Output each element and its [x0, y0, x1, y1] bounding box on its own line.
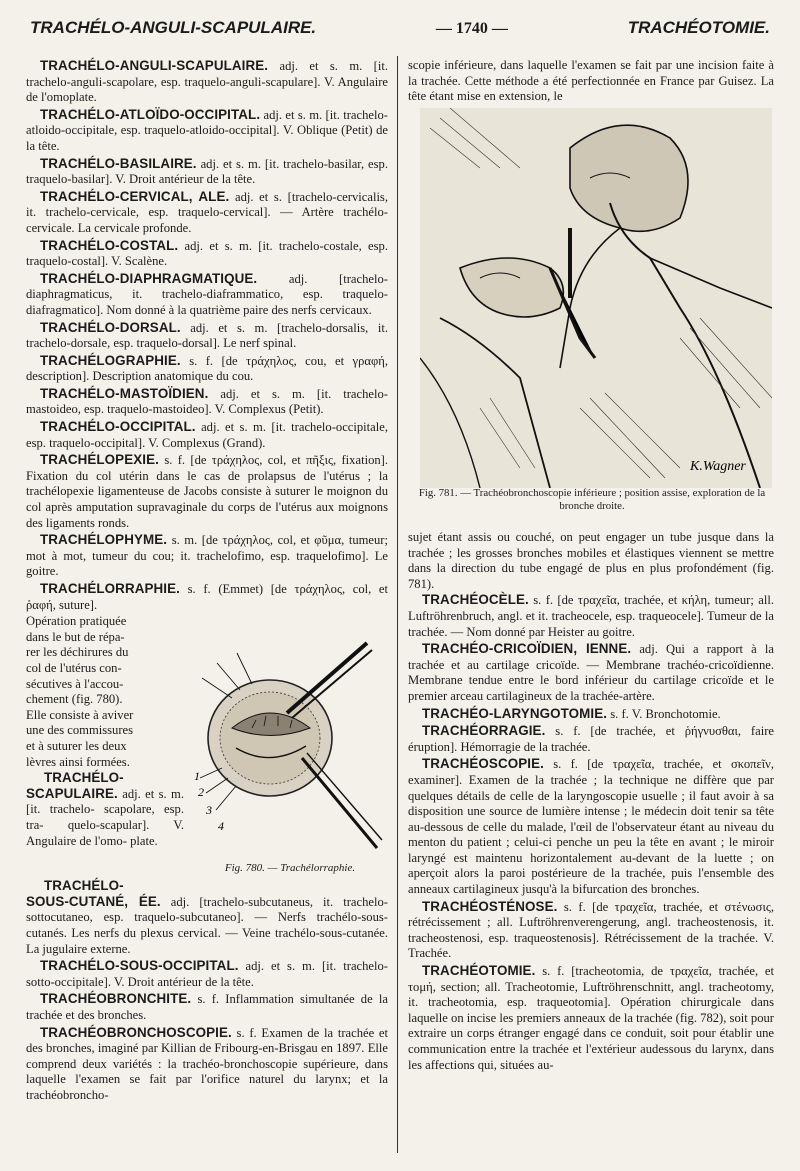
dictionary-entry	[26, 419, 388, 451]
dictionary-entry	[26, 532, 388, 580]
fig-780-label-4: 4	[218, 819, 224, 834]
dictionary-entry	[408, 963, 774, 1073]
text-line: chement (fig. 780).	[26, 692, 123, 707]
fig-780-label-1: 1	[194, 769, 200, 784]
dictionary-entry	[26, 386, 388, 418]
dictionary-entry	[26, 238, 388, 270]
text-line: dans le but de répa-	[26, 629, 125, 644]
entry-text: s. f. [de τραχεῖα, trachée, et κήλη, tumeur; all. Luftröhrenbruch, angl. et it. tracheocele, esp. traqueocele]. Tumeur de la trachée. — Nom donné par Heister au goitre.	[408, 593, 774, 639]
headword: TRACHÉOBRONCHITE.	[40, 991, 192, 1007]
text-line: plate.	[130, 833, 158, 848]
text-line: Angulaire de l'omo-	[26, 833, 127, 848]
right-column-top	[408, 58, 774, 105]
entry-text: s. f. V. Bronchotomie.	[610, 706, 721, 721]
entry-text: adj. [trachelo-diaphragmaticus, it. trachelo-diaframmatico, esp. traquelo-diafragmatico]. Nom donné à la quatrième paire des nerfs cervicaux.	[26, 271, 388, 317]
page-number: — 1740 —	[435, 20, 508, 37]
dictionary-entry	[408, 641, 774, 704]
entry-text: adj. et s. [trachelo-cervicalis, it. trachelo-cervicale, esp. traquelo-cervical]. — Artère trachélo-cervicale. La cervicale profonde.	[26, 189, 388, 235]
dictionary-entry	[26, 1025, 388, 1104]
running-header	[30, 18, 770, 44]
entry-text: adj. [trachelo-subcutaneus, it. trachelo-sottocutaneo, esp. traquelo-subcutaneo]. — Nerfs trachélo-sous-cutanés. Les nerfs du plexus cervical. — Veine trachélo-sous-cutanée. La jugulaire externe.	[26, 894, 388, 956]
dictionary-entry	[408, 592, 774, 640]
dictionary-entry	[408, 756, 774, 897]
text-line: adj.	[122, 786, 141, 801]
trachelorraphy-illustration	[192, 618, 388, 876]
header-right-word: TRACHÉOTOMIE.	[627, 18, 770, 37]
entry-text: adj. Qui a rapport à la trachée et au cartilage cricoïde. — Membrane trachéo-cricoïdienne. Membrane tendue entre le bord inférieur du cartilage cricoïde et le premier arceau cartilagineux de la trachée-artère.	[408, 642, 774, 703]
column-divider	[397, 56, 398, 1153]
entry-text: s. f. [de τράχηλος, col, et πῆξις, fixation]. Fixation du col utérin dans le cas de prolapsus de l'utérus ; la trachélopexie ligamenteuse de Jacobs consiste à suturer le moignon du col après amputation supravaginale du corps de l'utérus aux moignons des ligaments ronds.	[26, 453, 388, 530]
entry-text: adj. et s. m. [it. trachelo-anguli-scapolare, esp. traquelo-anguli-scapulare]. V. Angulaire de l'omoplate.	[26, 59, 388, 105]
left-column	[26, 58, 388, 1105]
entry-text: s. f. Examen de la trachée et des bronches, imaginé par Killian de Fribourg-en-Brisgau en 1897. Elle comprend deux variétés : la trachéo-bronchoscopie supérieure, dans laquelle l'examen se fait par l'orifice naturel du larynx; et la trachéobroncho-	[26, 1025, 388, 1102]
headword: TRACHÉOBRONCHOSCOPIE.	[40, 1024, 232, 1040]
headword-part-2: SOUS-CUTANÉ, ÉE.	[26, 893, 161, 909]
entry-text: s. f. [de trachée, et ῥήγνυσθαι, faire éruption]. Hémorragie de la trachée.	[408, 724, 774, 754]
right-column-bottom	[408, 530, 774, 1074]
dictionary-entry	[26, 58, 388, 106]
entry-text: adj. et s. m. [it. trachelo-sotto-occipitale]. V. Droit antérieur de la tête.	[26, 959, 388, 989]
headword: TRACHÉLO-COSTAL.	[40, 237, 179, 253]
dictionary-entry	[26, 156, 388, 188]
text-line: et à suturer les deux	[26, 738, 127, 753]
entry-text: s. m. [de τράχηλος, col, et φῦμα, tumeur; mot à mot, tumeur du cou; it. trachelofimo, esp. traquelofimo]. Le goitre.	[26, 533, 388, 579]
text-line: lèvres ainsi formées.	[26, 754, 130, 769]
headword: TRACHÉOSCOPIE.	[422, 756, 544, 772]
left-entries-list	[26, 58, 388, 580]
dictionary-entry	[26, 958, 388, 990]
dictionary-entry	[26, 107, 388, 155]
entry-lead: s. f. (Emmet) [de τράχηλος, col, et ῥαφή, suture].	[26, 582, 389, 612]
dictionary-entry	[26, 189, 388, 237]
entry-text: s. f. Inflammation simultanée de la trachée et des bronches.	[26, 992, 388, 1022]
entry-trachelorraphie	[26, 581, 388, 613]
text-line: rer les déchirures du	[26, 645, 129, 660]
headword: TRACHÉOTOMIE.	[422, 963, 536, 979]
entry-text: adj. et s. m. [it. trachelo-costale, esp. traquelo-costal]. V. Scalène.	[26, 238, 388, 269]
text-line: sécutives à l'accou-	[26, 676, 124, 691]
text-line: quelo-scapular]. V.	[67, 817, 184, 832]
text-line: scapolare, esp. tra-	[26, 802, 184, 832]
headword: TRACHÉLO-OCCIPITAL.	[40, 419, 196, 435]
entry-trachelo-sous-cutane	[26, 878, 388, 957]
headword: TRACHÉLO-DORSAL.	[40, 319, 181, 335]
headword: TRACHÉLO-DIAPHRAGMATIQUE.	[40, 270, 258, 286]
headword: TRACHÉO-CRICOÏDIEN, IENNE.	[422, 641, 632, 657]
text-line: Elle consiste à aviver	[26, 707, 134, 722]
left-tail-list	[26, 958, 388, 1103]
entry-text: s. f. [de τράχηλος, cou, et γραφή, description]. Description anatomique du cou.	[26, 353, 388, 384]
headword: TRACHÉO-LARYNGOTOMIE.	[422, 705, 608, 721]
entry-text: adj. et s. m. [trachelo-dorsalis, it. trachelo-dorsale, esp. traquelo-dorsal]. Le nerf spinal.	[26, 320, 388, 351]
dictionary-entry	[408, 899, 774, 962]
headword: TRACHÉLO-ANGULI-SCAPULAIRE.	[40, 58, 269, 73]
dictionary-entry	[26, 452, 388, 531]
entry-text: adj. et s. m. [it. trachelo-occipitale, esp. traquelo-occipital]. V. Complexus (Grand).	[26, 420, 389, 450]
fig-780-label-2: 2	[198, 785, 204, 800]
artist-signature: K.Wagner	[690, 459, 746, 474]
headword-part-1: TRACHÉLO-	[44, 878, 124, 894]
entry-text: adj. et s. m. [it. trachelo-mastoideo, esp. traquelo-mastoideo]. V. Complexus (Petit).	[26, 386, 388, 417]
headword: TRACHÉORRAGIE.	[422, 723, 546, 739]
right-entries-list	[408, 592, 774, 1073]
headword: TRACHÉLO-SOUS-OCCIPITAL.	[40, 958, 239, 974]
text-line: et s. m. [it. trachelo-	[26, 786, 184, 817]
headword: TRACHÉLO-BASILAIRE.	[40, 155, 197, 171]
headword: TRACHÉLOGRAPHIE.	[40, 352, 181, 368]
dictionary-entry	[26, 353, 388, 385]
headword-part-2: SCAPULAIRE.	[26, 785, 118, 801]
figure-781-illustration	[420, 108, 772, 488]
continued-text-2: sujet étant assis ou couché, on peut engager un tube jusque dans la trachée ; les grosses bronches mobiles et élastiques viennent se mettre dans la direction du tube engagé de plus en plus profondément (fig. 781).	[408, 530, 774, 591]
headword: TRACHÉLO-CERVICAL, ALE.	[40, 188, 230, 204]
figure-780-caption: Fig. 780. — Trachélorraphie.	[224, 861, 356, 874]
headword-part-1: TRACHÉLO-	[44, 770, 124, 786]
dictionary-entry	[26, 991, 388, 1023]
continued-text: scopie inférieure, dans laquelle l'examen se fait par une incision faite à la trachée. Cette méthode a été perfectionnée en France par Guisez. La tête étant mise en extension, le	[408, 58, 774, 104]
headword: TRACHÉOCÈLE.	[422, 592, 529, 608]
figure-781-caption: Fig. 781. — Trachéobronchoscopie inférieure ; position assise, exploration de la bronche droite.	[418, 487, 766, 512]
figure-780	[192, 618, 388, 876]
headword: TRACHÉLO-MASTOÏDIEN.	[40, 385, 209, 401]
header-left-word: TRACHÉLO-ANGULI-SCAPULAIRE.	[30, 18, 317, 37]
text-line: col de l'utérus con-	[26, 660, 122, 675]
headword: TRACHÉOSTÉNOSE.	[422, 898, 558, 914]
headword: TRACHÉLOPHYME.	[40, 532, 168, 548]
fig-780-label-3: 3	[206, 803, 212, 818]
entry-text: adj. et s. m. [it. trachelo-basilar, esp. traquelo-basilar]. V. Droit antérieur de la tête.	[26, 156, 388, 187]
entry-text: s. f. [de τραχεῖα, trachée, et στένωσις, rétrécissement ; all. Luftröhrenverengerung, angl. tracheostenosis, it. tracheostenosi, esp. traqueostenosis]. Rétrécissement de la trachée. V. Trachée.	[408, 899, 774, 961]
entry-text: adj. et s. m. [it. trachelo-atloido-occipitale, esp. traquelo-atloido-occipital]. V. Oblique (Petit) de la tête.	[26, 107, 388, 153]
dictionary-entry	[26, 320, 388, 352]
text-line: Opération pratiquée	[26, 614, 127, 629]
dictionary-entry	[408, 723, 774, 755]
headword: TRACHÉLORRAPHIE.	[40, 581, 180, 596]
entry-text: s. f. [de τραχεῖα, trachée, et σκοπεῖν, examiner]. Examen de la trachée ; la technique ne diffère que par quelques détails de celle de la laryngoscopie usuelle ; il faut avoir à sa disposition une source de lumière intense ; le médecin doit tenir sa tête au-dessous de celle du malade, l'œil de l'observateur étant au niveau du menton du patient ; celui-ci penche un peu la tête en avant ; le miroir laryngé est maintenu horizontalement au-devant de la luette ; on aperçoit alors la paroi postérieure de la trachée, puis l'ensemble des anneaux cartilagineux jusqu'à la bifurcation des bronches.	[408, 757, 775, 897]
text-line: une des commissures	[26, 723, 134, 738]
entry-text: s. f. [tracheotomia, de τραχεῖα, trachée, et τομή, section; all. Tracheotomie, Luftröhrenschnitt, angl. tracheotomy, it. tracheotomia, esp. traqueotomia]. Opération chirurgicale dans laquelle on incise les premiers anneaux de la trachée (fig. 782), soit pour extraire un corps étranger engagé dans ce conduit, soit pour établir une communication entre la trachée et l'extérieur audessous du larynx, dans les affections qui, situées au-	[408, 964, 774, 1072]
dictionary-entry	[408, 706, 774, 723]
dictionary-entry	[26, 271, 388, 319]
headword: TRACHÉLO-ATLOÏDO-OCCIPITAL.	[40, 106, 261, 122]
headword: TRACHÉLOPEXIE.	[40, 452, 159, 468]
